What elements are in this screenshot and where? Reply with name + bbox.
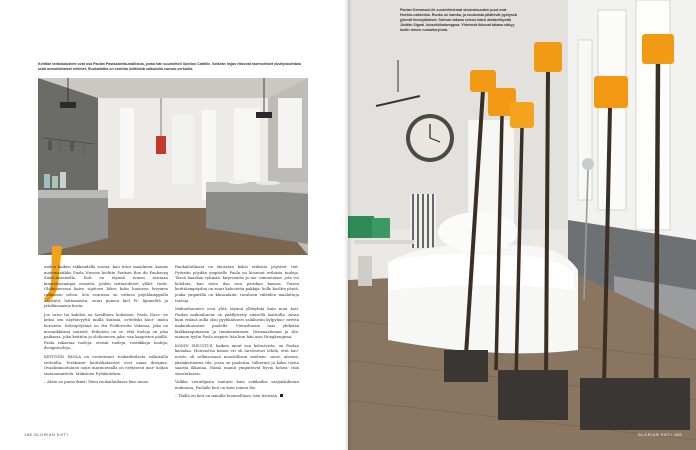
lamps-caption: Paolan Gervasoni-lle suunnittelemat sivumaisuuden puut ovat Hoehlo-nakkeista. Runko on bambu, ja nuukoista pilailevät pystyssä jykevät kivenjalkaiset. Sohvan takana seisoo kaksi aidakettsyvää Jieldän Signal -kiosekkikalamppoa. Yhteensä ikkunat takana näkyy kodin toisen ruokailuryhmä. — [400, 8, 517, 32]
kitchen-caption: Keittiön teräskalusteet ovat osa Paolan Pastacaletta-mallistoa, jonka hän suunnitteli Opinion Cattiille. Selkeän linjan rikkovat marmoritarit yksityiskohtana sekä messinkitaiset rettimet. Ruokailutila on erotettu keittiöstä valkoisilla canvas-verhoilla. — [38, 62, 302, 71]
page-number-right: GLORIAN KOTI 189 — [637, 432, 682, 437]
page-number-left: 188 GLORIAN KOTI — [24, 432, 69, 437]
kitchen-photo — [38, 78, 308, 255]
paragraph: Ruokailutilassa on ekoratan kaksi erilaista pöytävä- teit. Pyöreän pöydän ympärille Paola on koonnut erilaisia tuoleja. Tässä haaskuu ryhmää: kirjavuutta ja mo- nimuotoisia, jota voi kohdata, kun istuu ilaa isoa perukan kanssa. Toisen keittiöampäyden on suuri kalusteita pakkija- kolle kooltta pöytä, jonka ympärillä on klusaalaita, tavalisen viileiden maalattuja tuoleja. — [175, 264, 299, 303]
paragraph: KEITTIÖN PAOLA on erotettanut ruokailutilasta valkoisilla verhoilla. Teräksiset keittiökalusteet ovat omaa designia. Ovaalinmuotoinen suuri marmorisalla on erityisesti mar- koljan sisäsuunnittelu. Mäksinen Pyhäköteken. — [44, 353, 168, 376]
paragraph: unden kaiken rakkaudella suosia. kun tutor maailman: kaunis matemaatikko Paola Navone koditte Pariisin Rue du Faubourg Saint-Antoinella. Koti on täynnä toinen toistaan kiinnostavampia esineitä, joiden mittasuhteet yllätt- tävät. Olohuoneessa kaivo sijaitsee lähes koko huoneen levyinen valkoinen sohva. Sen seurassa on valtava pöytälamppulla näyttävä laittamaista, suuri puinen kiel Fi- lipiineiltä ja jättiläismaisia kuvia. — [44, 264, 168, 309]
paragraph-final — [175, 393, 299, 399]
page-gutter — [344, 0, 352, 450]
article-column-1 — [44, 264, 168, 388]
paragraph: KODIN SISUSTUS, kaiken muut sen kalusteista, on Paolan käsialaa. Hornoottia hänen eri oli tarvitsevat tehdä, että huo- neisto oli sellaisenaan muodollisen mielnen: suuri, alaston, yksinkertainen tila, jossa on paaluttia, tiilberinä ja kaksi toista saastia ikkunaa. Nämä raamit ympäröivät hyvin hohea- rnin sisustukseen. — [175, 342, 299, 376]
paragraph: Joo raise tai kahden on tavallinen kokoinen, Paola Navo- ne keksi sen näyttävyyttä mulla kuinsia, oviteleiki kuor- mista koristein. Sohvapöytänä on vlsi Poliforrotin Vakossa, joka on mosaiikkiinsa sonneel. Erikoista on se, että tuoleja on joka paikassa, joka keittiön ja olohuoneen jaka- van kaapiston päällä. Paola rakastaa tuoleja: eteisäi tuoleja, rustiikkeja tuoleja, designtuoleja... — [44, 311, 168, 351]
paragraph: Vaikka vierailijasta tuntuisi kuin seikkailisi sarjankokeran mukuissa, Paolalle koti on kuin toinen iho. — [175, 379, 299, 390]
article-column-2 — [175, 264, 299, 402]
right-page — [348, 0, 696, 450]
end-mark-icon — [280, 394, 283, 397]
living-room-photo — [348, 0, 696, 450]
paragraph: Makuuhuoneet ovat yhtä täynnä yllätyksiä kuin muu koti. Paolan makuuhuone on päällystetty sinisellä laattoilla. Aivan kuin erääsä aulla olisi pyyhkäisseet salakuviin kylpyhuo- neesta makuuhuoneen puolelle. Vierashuone taas yhdistää kirkkaanpunaisen ja tummansinisen. Väriaaaalinnan ja tila- mainon tyylin Paola inspiroi hän kun hän asui Hongkongissa. — [175, 306, 299, 340]
paragraph: – Aloin on paras ikinä! Pieni ruokailutilassa hän sanoo. — [44, 379, 150, 385]
closing-quote: – Täällä en koti on minulle luonnollinen, hän tiivistää. — [175, 393, 279, 399]
